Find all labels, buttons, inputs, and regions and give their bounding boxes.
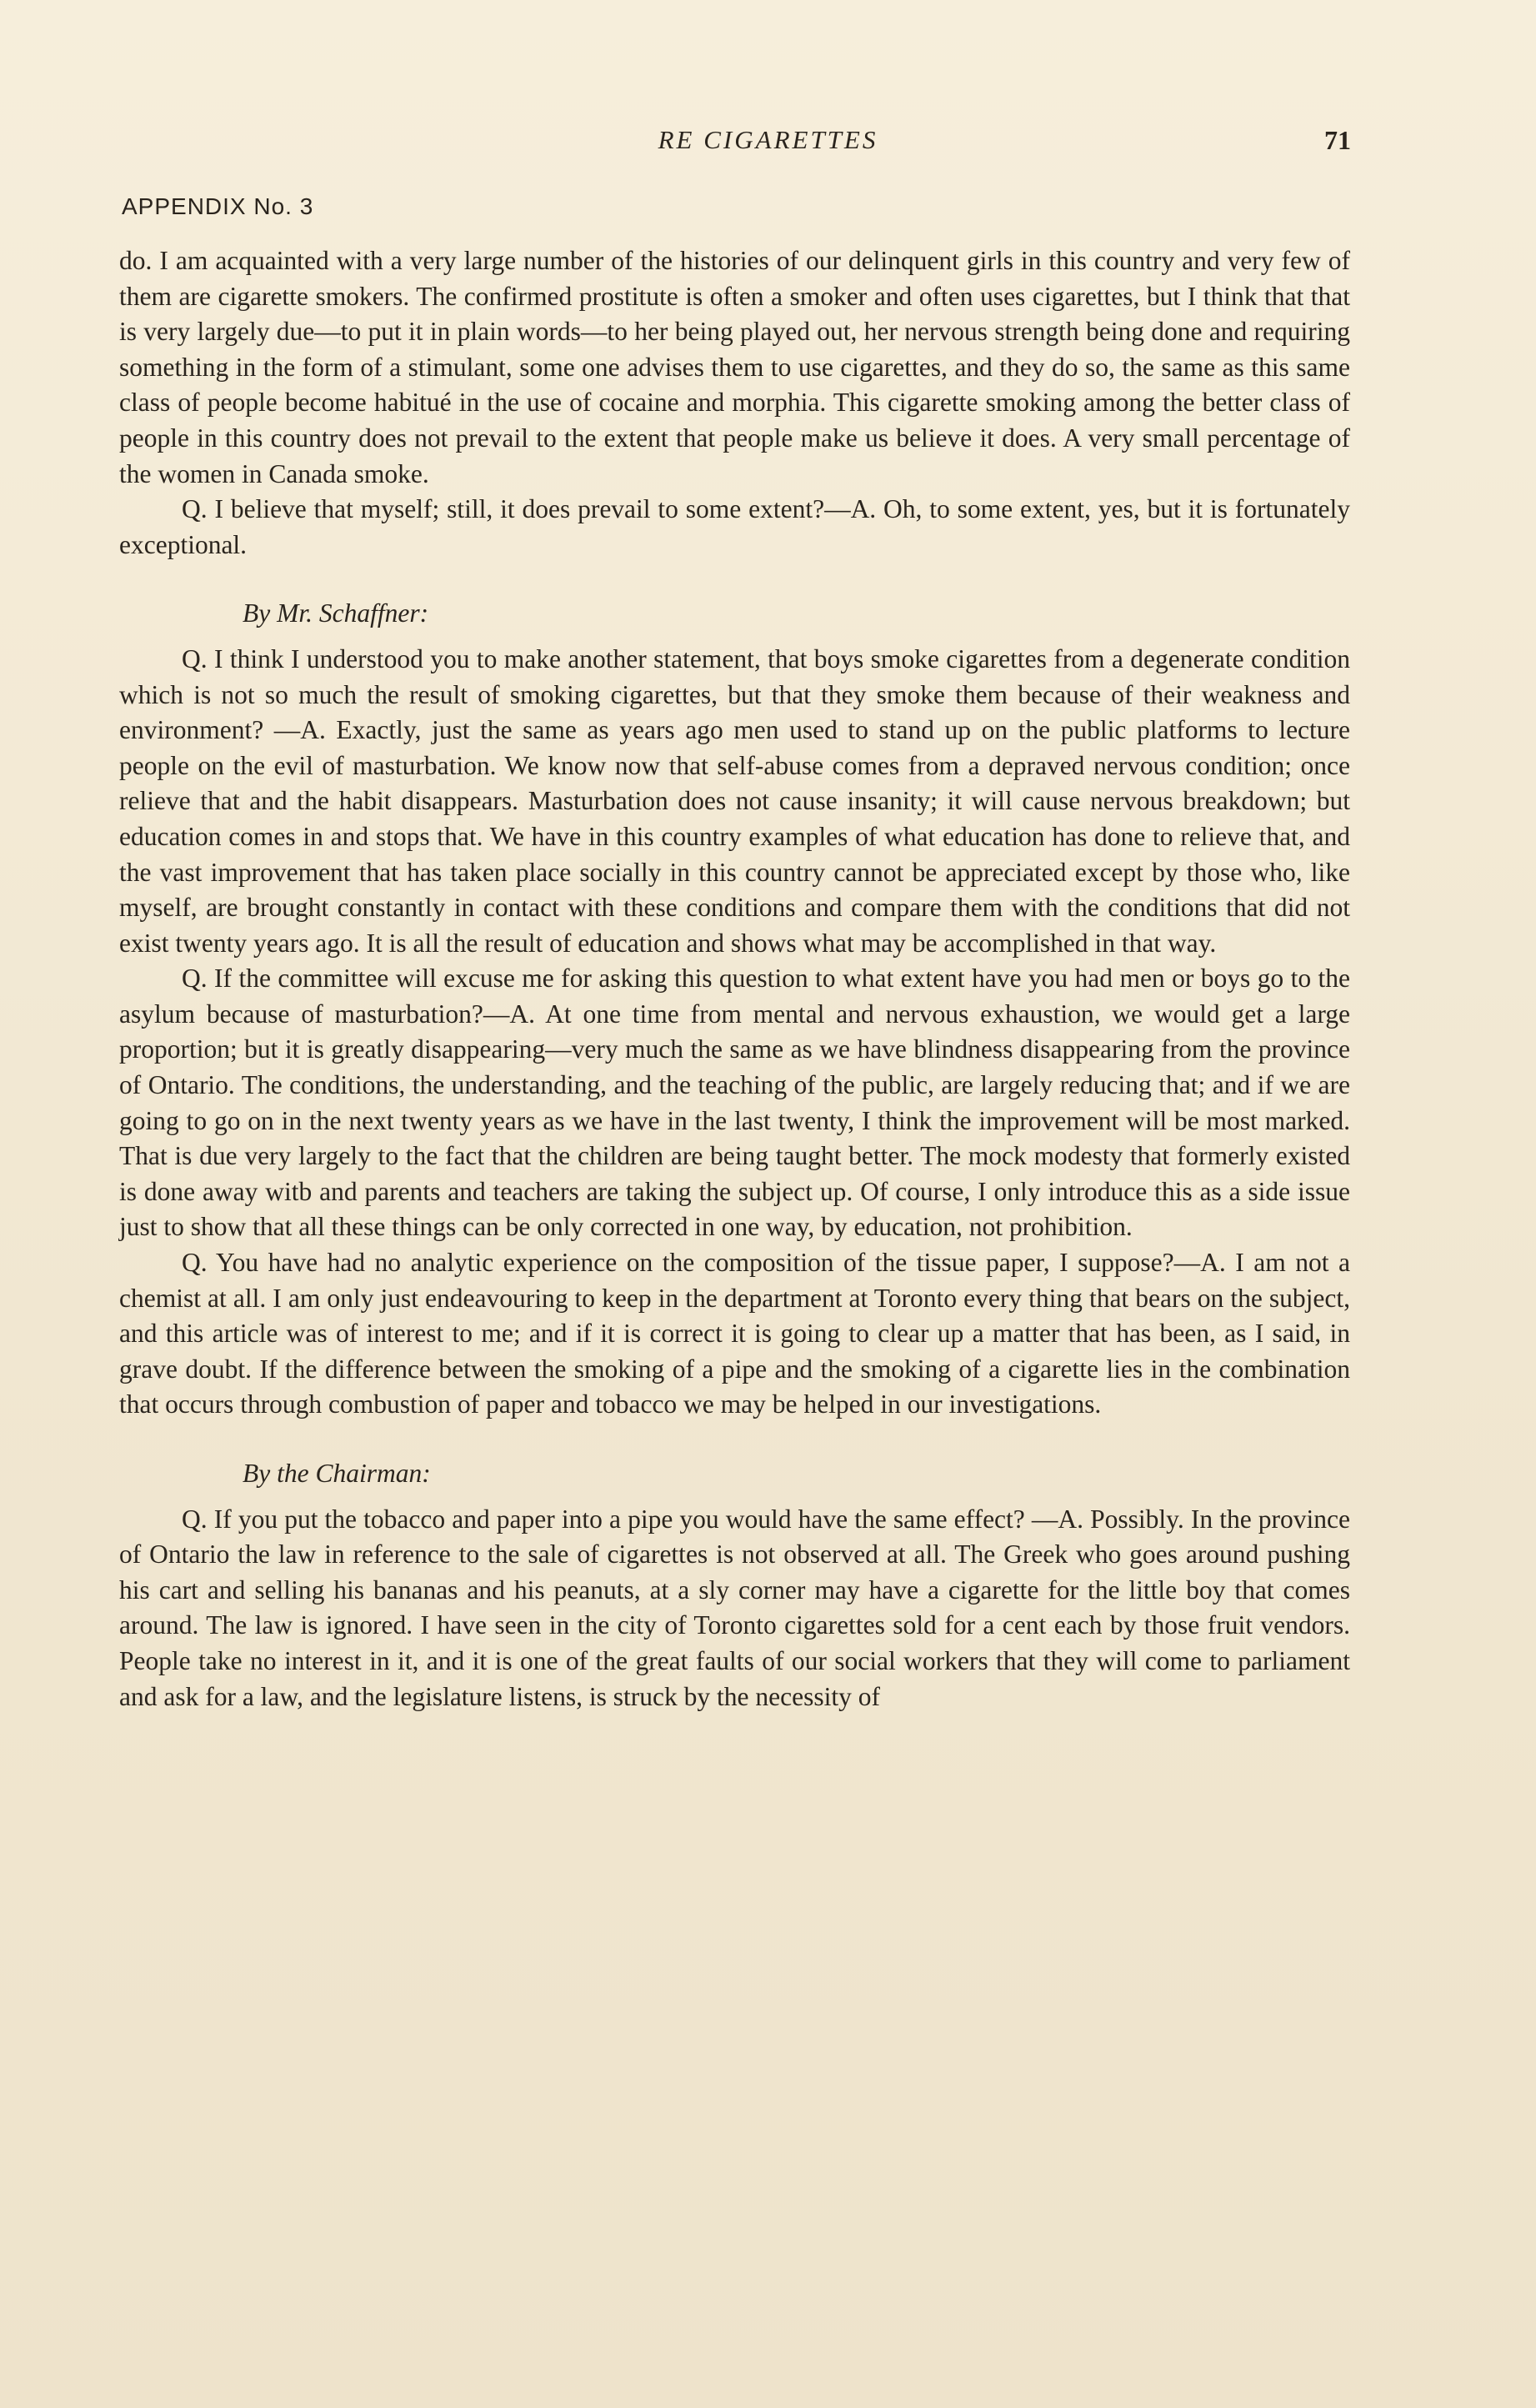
running-title: RE CIGARETTES bbox=[658, 125, 878, 154]
continued-paragraph: do. I am acquainted with a very large number of the histories of our delinquent girls in this country and very few of them are cigarette smokers. The confirmed prostitute is often a smoker and often uses cigarettes, but I think that that is very largely due—to put it in plain words—to her being played out, her nervous strength being done and requiring something in the form of a stimulant, some one advises them to use cigarettes, and they do so, the same as this same class of people become habitué in the use of cocaine and morphia. This cigarette smoking among the better class of people in this country does not prevail to the extent that people make us believe it does. A very small percentage of the women in Canada smoke. bbox=[119, 246, 1350, 488]
appendix-label: APPENDIX No. 3 bbox=[122, 193, 314, 219]
speaker-byline: By Mr. Schaffner: bbox=[243, 598, 429, 628]
speaker-byline: By the Chairman: bbox=[243, 1459, 431, 1488]
page-number: 71 bbox=[1324, 125, 1351, 155]
testimony-paragraph: Q. I think I understood you to make another statement, that boys smoke cigarettes from a degenerate condition which is not so much the result of smoking cigarettes, but that they smoke them because of their weakness and environment? —A. Exactly, just the same as years ago men used to stand up on the public platforms to lecture people on the evil of masturbation. We know now that self-abuse comes from a depraved nervous condition; once relieve that and the habit disappears. Masturbation does not cause insanity; it will cause nervous breakdown; but education comes in and stops that. We have in this country examples of what education has done to relieve that, and the vast improvement that has taken place socially in this country cannot be appreciated except by those who, like myself, are brought constantly in contact with these conditions and compare them with the conditions that did not exist twenty years ago. It is all the result of education and shows what may be accomplished in that way. bbox=[119, 643, 1350, 958]
running-header bbox=[0, 125, 1536, 167]
testimony-paragraph: Q. You have had no analytic experience on the composition of the tissue paper, I suppose?—A. I am not a chemist at all. I am only just endeavouring to keep in the department at Toronto every thing that bears on the subject, and this article was of interest to me; and if it is correct it is going to clear up a matter that has been, as I said, in grave doubt. If the difference between the smoking of a pipe and the smoking of a cigarette lies in the combination that occurs through combustion of paper and tobacco we may be helped in our investigations. bbox=[119, 1248, 1350, 1419]
body-text bbox=[119, 243, 1350, 1715]
testimony-paragraph: Q. If you put the tobacco and paper into a pipe you would have the same effect? —A. Possibly. In the province of Ontario the law in reference to the sale of cigarettes is not observed at all. The Greek who goes around pushing his cart and selling his bananas and his peanuts, at a sly corner may have a cigarette for the little boy that comes around. The law is ignored. I have seen in the city of Toronto cigarettes sold for a cent each by those fruit vendors. People take no interest in it, and it is one of the great faults of our social workers that they will come to parliament and ask for a law, and the legislature listens, is struck by the necessity of bbox=[119, 1504, 1350, 1711]
testimony-paragraph: Q. I believe that myself; still, it does prevail to some extent?—A. Oh, to some extent, yes, but it is fortunately exceptional. bbox=[119, 494, 1350, 559]
testimony-paragraph: Q. If the committee will excuse me for asking this question to what extent have you had men or boys go to the asylum because of masturbation?—A. At one time from mental and nervous exhaustion, we would get a large proportion; but it is greatly disappearing—very much the same as we have blindness disappearing from the province of Ontario. The conditions, the understanding, and the teaching of the public, are largely reducing that; and if we are going to go on in the next twenty years as we have in the last twenty, I think the improvement will be most marked. That is due very largely to the fact that the children are being taught better. The mock modesty that formerly existed is done away witb and parents and teachers are taking the subject up. Of course, I only introduce this as a side issue just to show that all these things can be only corrected in one way, by education, not prohibition. bbox=[119, 964, 1350, 1242]
